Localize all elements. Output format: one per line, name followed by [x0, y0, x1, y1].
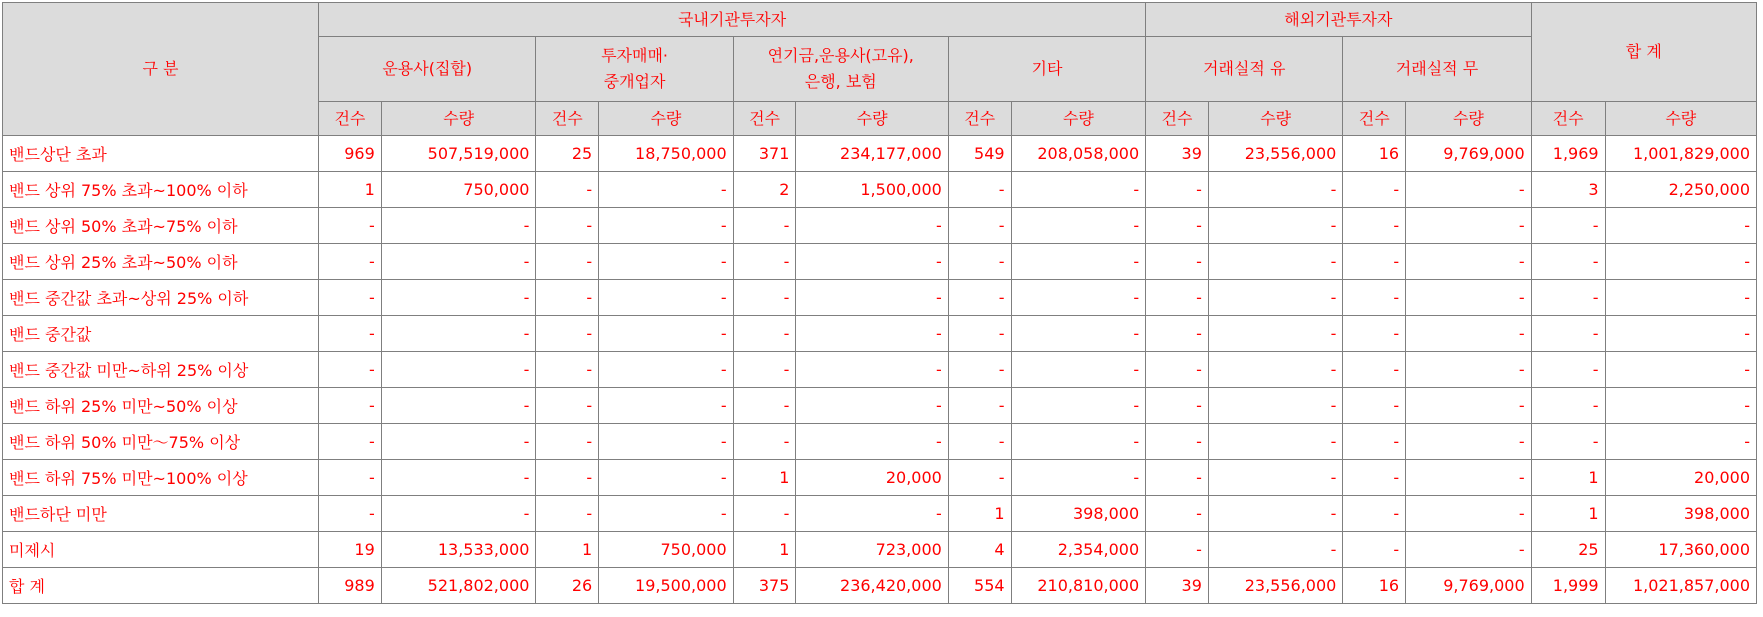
count-cell: -: [1531, 352, 1605, 388]
header-group-brokers-dealers: 투자매매· 중개업자: [536, 37, 733, 102]
header-count: 건수: [1343, 102, 1406, 136]
quantity-cell: 521,802,000: [381, 568, 536, 604]
quantity-cell: -: [599, 208, 733, 244]
quantity-cell: -: [599, 496, 733, 532]
header-count: 건수: [536, 102, 599, 136]
count-cell: 39: [1146, 136, 1209, 172]
count-cell: 371: [733, 136, 796, 172]
quantity-cell: -: [796, 280, 948, 316]
count-cell: -: [1146, 316, 1209, 352]
count-cell: -: [733, 388, 796, 424]
table-row: [3, 316, 1757, 352]
quantity-cell: -: [381, 496, 536, 532]
count-cell: 1: [948, 496, 1011, 532]
quantity-cell: 13,533,000: [381, 532, 536, 568]
count-cell: -: [319, 208, 382, 244]
header-quantity: 수량: [1011, 102, 1146, 136]
quantity-cell: -: [796, 496, 948, 532]
count-cell: -: [948, 172, 1011, 208]
count-cell: 2: [733, 172, 796, 208]
quantity-cell: -: [381, 208, 536, 244]
quantity-cell: -: [1406, 280, 1532, 316]
count-cell: 1,999: [1531, 568, 1605, 604]
count-cell: -: [1343, 244, 1406, 280]
header-group-with-track-record: 거래실적 유: [1146, 37, 1343, 102]
row-label: 밴드상단 초과: [3, 136, 319, 172]
count-cell: -: [319, 316, 382, 352]
header-count: 건수: [733, 102, 796, 136]
quantity-cell: -: [1406, 316, 1532, 352]
table-row: [3, 244, 1757, 280]
count-cell: -: [536, 388, 599, 424]
table-row: [3, 280, 1757, 316]
count-cell: 1: [1531, 460, 1605, 496]
count-cell: -: [948, 208, 1011, 244]
quantity-cell: 19,500,000: [599, 568, 733, 604]
quantity-cell: 210,810,000: [1011, 568, 1146, 604]
quantity-cell: -: [796, 352, 948, 388]
quantity-cell: 398,000: [1011, 496, 1146, 532]
count-cell: 1,969: [1531, 136, 1605, 172]
count-cell: -: [1531, 280, 1605, 316]
count-cell: 16: [1343, 568, 1406, 604]
count-cell: -: [948, 244, 1011, 280]
count-cell: -: [536, 352, 599, 388]
row-label: 밴드 중간값: [3, 316, 319, 352]
quantity-cell: -: [599, 244, 733, 280]
count-cell: -: [536, 496, 599, 532]
header-total: 합 계: [1531, 3, 1756, 102]
quantity-cell: 20,000: [796, 460, 948, 496]
quantity-cell: -: [1406, 424, 1532, 460]
quantity-cell: -: [1605, 208, 1756, 244]
demand-forecast-table: [2, 2, 1757, 604]
quantity-cell: -: [1208, 316, 1342, 352]
count-cell: -: [536, 424, 599, 460]
header-group-others: 기타: [948, 37, 1145, 102]
quantity-cell: 1,021,857,000: [1605, 568, 1756, 604]
table-row: [3, 532, 1757, 568]
quantity-cell: -: [1208, 172, 1342, 208]
count-cell: -: [536, 208, 599, 244]
quantity-cell: -: [796, 208, 948, 244]
header-quantity: 수량: [796, 102, 948, 136]
header-quantity: 수량: [1605, 102, 1756, 136]
header-count: 건수: [319, 102, 382, 136]
count-cell: -: [948, 460, 1011, 496]
count-cell: -: [948, 352, 1011, 388]
quantity-cell: -: [1406, 388, 1532, 424]
table-body: [3, 136, 1757, 604]
quantity-cell: -: [1406, 532, 1532, 568]
row-label: 밴드 하위 75% 미만~100% 이상: [3, 460, 319, 496]
table-row: [3, 424, 1757, 460]
row-label: 밴드 하위 50% 미만～75% 이상: [3, 424, 319, 460]
quantity-cell: -: [381, 244, 536, 280]
quantity-cell: -: [1406, 352, 1532, 388]
header-count: 건수: [1146, 102, 1209, 136]
quantity-cell: -: [1208, 424, 1342, 460]
count-cell: 26: [536, 568, 599, 604]
count-cell: -: [536, 460, 599, 496]
table-row: [3, 136, 1757, 172]
count-cell: -: [948, 388, 1011, 424]
row-label: 밴드 상위 75% 초과~100% 이하: [3, 172, 319, 208]
count-cell: -: [319, 460, 382, 496]
count-cell: -: [948, 424, 1011, 460]
table-row: [3, 388, 1757, 424]
quantity-cell: -: [1011, 208, 1146, 244]
count-cell: -: [1146, 172, 1209, 208]
quantity-cell: -: [1011, 388, 1146, 424]
header-quantity: 수량: [1406, 102, 1532, 136]
count-cell: -: [733, 280, 796, 316]
header-category: 구 분: [3, 3, 319, 136]
quantity-cell: 2,354,000: [1011, 532, 1146, 568]
count-cell: -: [1343, 208, 1406, 244]
quantity-cell: -: [796, 316, 948, 352]
quantity-cell: 750,000: [599, 532, 733, 568]
count-cell: -: [536, 280, 599, 316]
count-cell: -: [1343, 460, 1406, 496]
count-cell: 375: [733, 568, 796, 604]
count-cell: -: [733, 496, 796, 532]
quantity-cell: 18,750,000: [599, 136, 733, 172]
count-cell: -: [319, 244, 382, 280]
count-cell: 25: [536, 136, 599, 172]
quantity-cell: -: [796, 244, 948, 280]
quantity-cell: 398,000: [1605, 496, 1756, 532]
count-cell: -: [1146, 244, 1209, 280]
quantity-cell: -: [381, 280, 536, 316]
row-label: 밴드 상위 50% 초과~75% 이하: [3, 208, 319, 244]
table-row: [3, 172, 1757, 208]
header-group-pension-bank-insurance: 연기금,운용사(고유), 은행, 보험: [733, 37, 948, 102]
count-cell: -: [1343, 172, 1406, 208]
quantity-cell: 23,556,000: [1208, 136, 1342, 172]
count-cell: -: [733, 244, 796, 280]
count-cell: 1: [1531, 496, 1605, 532]
quantity-cell: -: [599, 460, 733, 496]
quantity-cell: -: [1208, 280, 1342, 316]
count-cell: 25: [1531, 532, 1605, 568]
quantity-cell: -: [381, 388, 536, 424]
quantity-cell: -: [1011, 244, 1146, 280]
quantity-cell: -: [1605, 316, 1756, 352]
count-cell: 4: [948, 532, 1011, 568]
quantity-cell: -: [381, 352, 536, 388]
count-cell: 1: [536, 532, 599, 568]
quantity-cell: -: [381, 460, 536, 496]
header-count: 건수: [948, 102, 1011, 136]
quantity-cell: 2,250,000: [1605, 172, 1756, 208]
table-row: [3, 460, 1757, 496]
quantity-cell: -: [1208, 460, 1342, 496]
count-cell: 969: [319, 136, 382, 172]
count-cell: -: [733, 208, 796, 244]
row-label: 밴드 하위 25% 미만~50% 이상: [3, 388, 319, 424]
count-cell: -: [536, 172, 599, 208]
count-cell: 1: [733, 532, 796, 568]
row-label: 밴드 상위 25% 초과~50% 이하: [3, 244, 319, 280]
quantity-cell: -: [1406, 460, 1532, 496]
header-domestic-investors: 국내기관투자자: [319, 3, 1146, 37]
header-quantity: 수량: [381, 102, 536, 136]
count-cell: 19: [319, 532, 382, 568]
count-cell: 16: [1343, 136, 1406, 172]
count-cell: -: [319, 352, 382, 388]
count-cell: -: [733, 352, 796, 388]
count-cell: -: [948, 280, 1011, 316]
count-cell: -: [319, 388, 382, 424]
quantity-cell: 23,556,000: [1208, 568, 1342, 604]
count-cell: 554: [948, 568, 1011, 604]
table-row: [3, 496, 1757, 532]
quantity-cell: -: [1011, 460, 1146, 496]
quantity-cell: -: [1208, 388, 1342, 424]
quantity-cell: -: [599, 280, 733, 316]
count-cell: -: [536, 316, 599, 352]
count-cell: -: [1343, 388, 1406, 424]
count-cell: -: [1531, 388, 1605, 424]
header-quantity: 수량: [599, 102, 733, 136]
count-cell: -: [1531, 208, 1605, 244]
count-cell: -: [948, 316, 1011, 352]
quantity-cell: 1,500,000: [796, 172, 948, 208]
quantity-cell: -: [1406, 172, 1532, 208]
quantity-cell: -: [1605, 352, 1756, 388]
quantity-cell: -: [1605, 280, 1756, 316]
row-label: 밴드하단 미만: [3, 496, 319, 532]
count-cell: -: [319, 496, 382, 532]
quantity-cell: 1,001,829,000: [1605, 136, 1756, 172]
quantity-cell: 17,360,000: [1605, 532, 1756, 568]
row-label: 밴드 중간값 초과~상위 25% 이하: [3, 280, 319, 316]
quantity-cell: -: [796, 388, 948, 424]
count-cell: -: [1146, 496, 1209, 532]
quantity-cell: -: [1208, 244, 1342, 280]
count-cell: 549: [948, 136, 1011, 172]
count-cell: -: [733, 316, 796, 352]
quantity-cell: 20,000: [1605, 460, 1756, 496]
count-cell: -: [1146, 460, 1209, 496]
header-count: 건수: [1531, 102, 1605, 136]
header-group-without-track-record: 거래실적 무: [1343, 37, 1531, 102]
quantity-cell: -: [599, 388, 733, 424]
count-cell: 3: [1531, 172, 1605, 208]
count-cell: -: [536, 244, 599, 280]
row-label: 미제시: [3, 532, 319, 568]
quantity-cell: -: [599, 172, 733, 208]
quantity-cell: 507,519,000: [381, 136, 536, 172]
count-cell: -: [1343, 280, 1406, 316]
quantity-cell: -: [1605, 244, 1756, 280]
quantity-cell: -: [1406, 244, 1532, 280]
count-cell: -: [319, 280, 382, 316]
quantity-cell: -: [599, 352, 733, 388]
header-foreign-investors: 해외기관투자자: [1146, 3, 1532, 37]
quantity-cell: -: [1208, 532, 1342, 568]
count-cell: -: [1343, 496, 1406, 532]
header-quantity: 수량: [1208, 102, 1342, 136]
quantity-cell: 234,177,000: [796, 136, 948, 172]
quantity-cell: 750,000: [381, 172, 536, 208]
quantity-cell: -: [1605, 424, 1756, 460]
count-cell: -: [1343, 316, 1406, 352]
quantity-cell: -: [599, 424, 733, 460]
count-cell: -: [1531, 244, 1605, 280]
quantity-cell: -: [1208, 496, 1342, 532]
quantity-cell: -: [381, 316, 536, 352]
header-group-collective-asset-managers: 운용사(집합): [319, 37, 536, 102]
count-cell: -: [733, 424, 796, 460]
quantity-cell: -: [1011, 172, 1146, 208]
count-cell: -: [1531, 316, 1605, 352]
count-cell: 989: [319, 568, 382, 604]
count-cell: -: [1343, 532, 1406, 568]
quantity-cell: -: [1406, 496, 1532, 532]
quantity-cell: -: [1011, 280, 1146, 316]
table-row: [3, 352, 1757, 388]
quantity-cell: -: [1011, 424, 1146, 460]
quantity-cell: -: [1406, 208, 1532, 244]
row-label: 밴드 중간값 미만~하위 25% 이상: [3, 352, 319, 388]
count-cell: -: [1146, 208, 1209, 244]
quantity-cell: 208,058,000: [1011, 136, 1146, 172]
quantity-cell: 236,420,000: [796, 568, 948, 604]
quantity-cell: 723,000: [796, 532, 948, 568]
quantity-cell: -: [381, 424, 536, 460]
table-row: [3, 208, 1757, 244]
quantity-cell: 9,769,000: [1406, 568, 1532, 604]
count-cell: -: [1343, 424, 1406, 460]
quantity-cell: -: [796, 424, 948, 460]
quantity-cell: -: [1208, 208, 1342, 244]
count-cell: 39: [1146, 568, 1209, 604]
count-cell: -: [1146, 280, 1209, 316]
count-cell: 1: [319, 172, 382, 208]
row-label: 합 계: [3, 568, 319, 604]
table-row: [3, 568, 1757, 604]
quantity-cell: -: [1011, 316, 1146, 352]
count-cell: -: [1146, 352, 1209, 388]
quantity-cell: -: [1011, 352, 1146, 388]
count-cell: -: [1531, 424, 1605, 460]
count-cell: -: [319, 424, 382, 460]
count-cell: -: [1146, 532, 1209, 568]
quantity-cell: 9,769,000: [1406, 136, 1532, 172]
quantity-cell: -: [1208, 352, 1342, 388]
quantity-cell: -: [1605, 388, 1756, 424]
count-cell: 1: [733, 460, 796, 496]
count-cell: -: [1343, 352, 1406, 388]
count-cell: -: [1146, 388, 1209, 424]
count-cell: -: [1146, 424, 1209, 460]
quantity-cell: -: [599, 316, 733, 352]
